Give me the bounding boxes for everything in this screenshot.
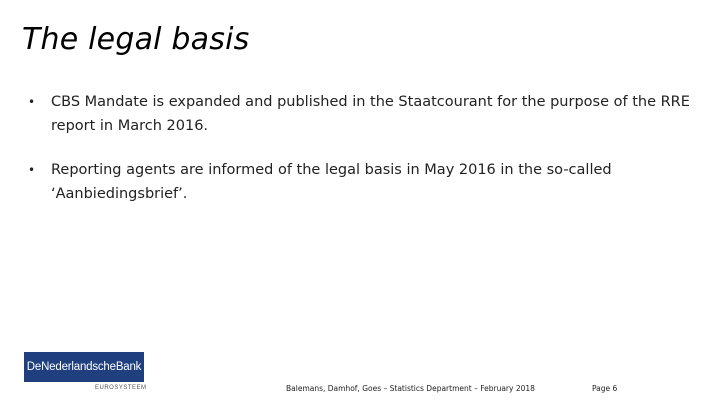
bullet-marker-icon: •: [28, 163, 36, 177]
page-number: Page 6: [592, 384, 618, 393]
slide-title: The legal basis: [22, 22, 250, 57]
bullet-marker-icon: •: [28, 95, 36, 109]
bullet-item: [24, 90, 694, 138]
bullet-item: [24, 158, 694, 206]
bullet-text: Reporting agents are informed of the legal basis in May 2016 in the so-called ‘Aanbiedingsbrief’.: [51, 162, 612, 202]
bullet-text: CBS Mandate is expanded and published in the Staatcourant for the purpose of the RRE report in March 2016.: [51, 94, 690, 134]
eurosysteem-label: EUROSYSTEEM: [95, 385, 147, 391]
dnb-logo: DeNederlandscheBank: [24, 352, 144, 382]
footer-credits: Balemans, Damhof, Goes – Statistics Department – February 2018: [286, 384, 535, 393]
bullet-list: [24, 90, 694, 226]
